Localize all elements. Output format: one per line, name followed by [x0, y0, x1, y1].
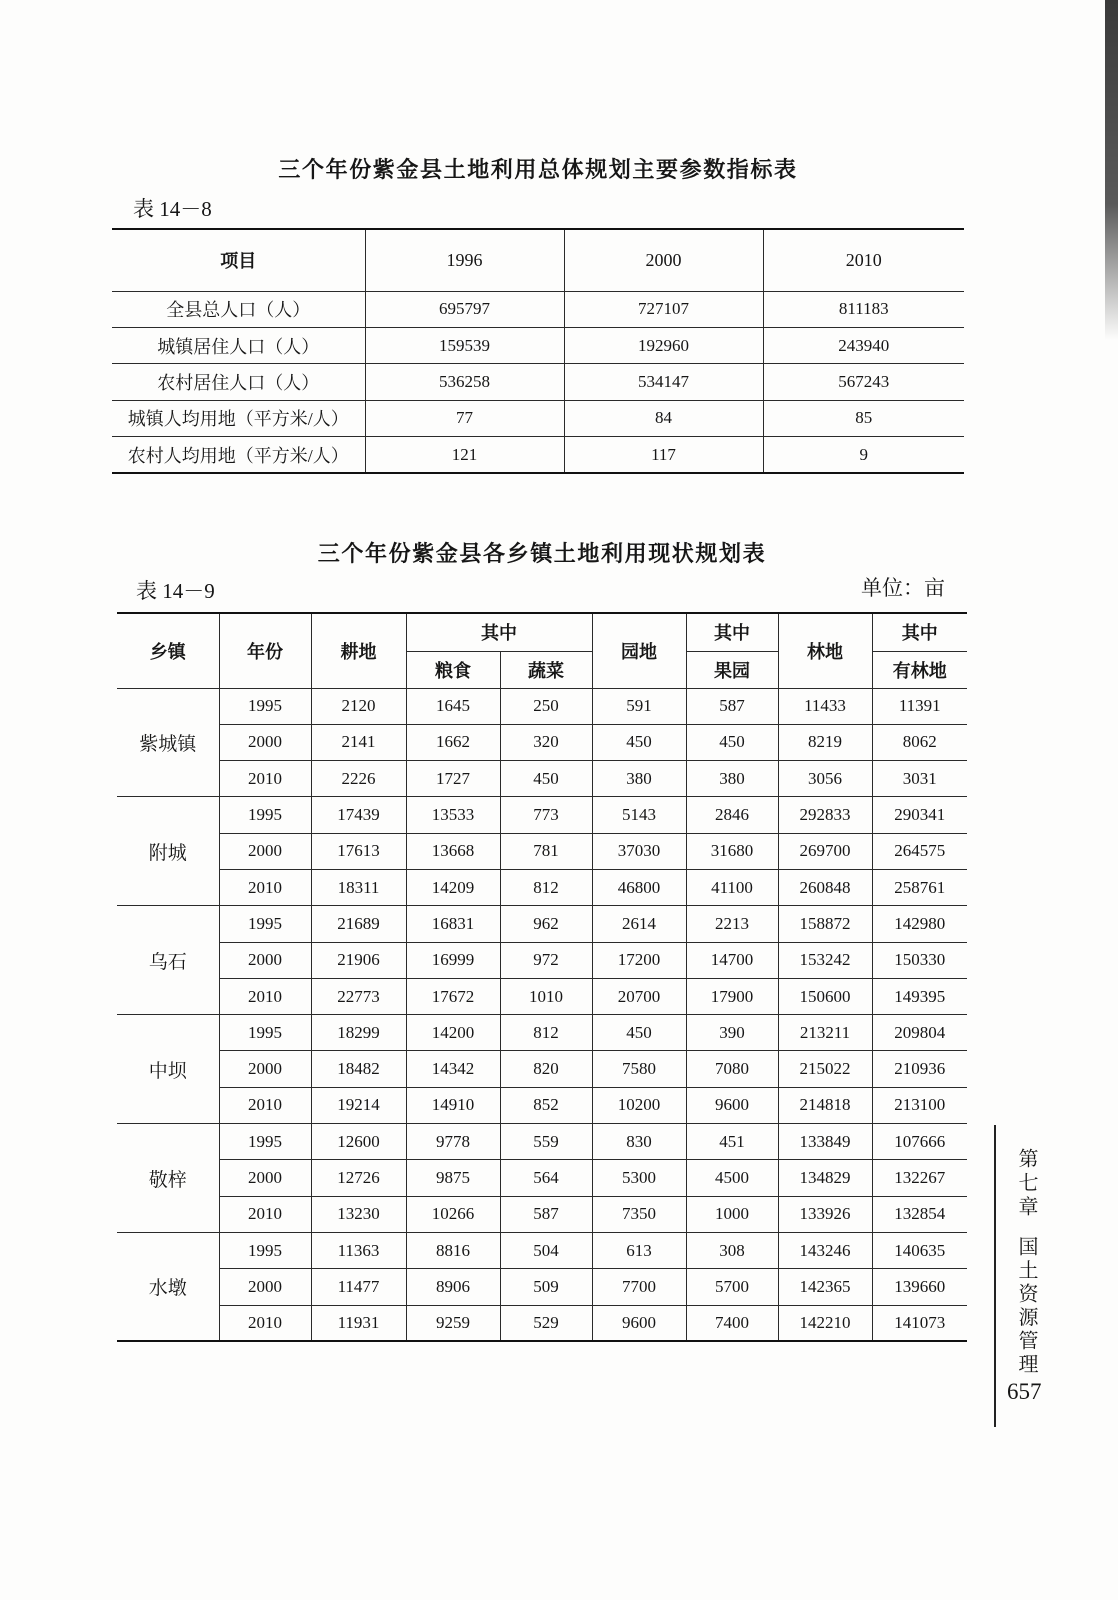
value-2010-cell: 811183	[763, 291, 964, 327]
orchard-cell: 4500	[686, 1160, 778, 1196]
grain-cell: 14200	[406, 1015, 500, 1051]
arable-land-cell: 2226	[311, 761, 406, 797]
garden-land-cell: 10200	[592, 1087, 686, 1123]
grain-cell: 17672	[406, 978, 500, 1014]
arable-land-cell: 11931	[311, 1305, 406, 1341]
grain-cell: 9778	[406, 1124, 500, 1160]
year-cell: 2010	[219, 869, 311, 905]
year-cell: 2000	[219, 1160, 311, 1196]
garden-land-cell: 5300	[592, 1160, 686, 1196]
arable-land-cell: 12600	[311, 1124, 406, 1160]
garden-land-cell: 46800	[592, 869, 686, 905]
garden-land-cell: 17200	[592, 942, 686, 978]
forest-land-cell: 215022	[778, 1051, 872, 1087]
vegetables-cell: 250	[500, 688, 592, 724]
garden-land-cell: 613	[592, 1232, 686, 1268]
year-cell: 2010	[219, 761, 311, 797]
unit-label: 单位：亩	[861, 576, 945, 600]
forest-land-cell: 158872	[778, 906, 872, 942]
header-of-which-forest: 其中	[872, 613, 967, 651]
year-cell: 1995	[219, 1124, 311, 1160]
forested-land-cell: 149395	[872, 978, 967, 1014]
orchard-cell: 450	[686, 724, 778, 760]
vegetables-cell: 509	[500, 1269, 592, 1305]
year-cell: 2010	[219, 1196, 311, 1232]
header-forested-land: 有林地	[872, 651, 967, 688]
table-14-9-title: 三个年份紫金县各乡镇土地利用现状规划表	[317, 542, 767, 567]
vegetables-cell: 1010	[500, 978, 592, 1014]
table-row	[117, 1124, 967, 1160]
table-row	[117, 1269, 967, 1305]
year-cell: 1995	[219, 797, 311, 833]
forested-land-cell: 11391	[872, 688, 967, 724]
arable-land-cell: 17439	[311, 797, 406, 833]
table-row	[112, 437, 964, 473]
table-row	[117, 1087, 967, 1123]
year-cell: 1995	[219, 906, 311, 942]
orchard-cell: 41100	[686, 869, 778, 905]
year-cell: 2000	[219, 1051, 311, 1087]
forest-land-cell: 269700	[778, 833, 872, 869]
header-arable-land: 耕地	[311, 613, 406, 688]
orchard-cell: 17900	[686, 978, 778, 1014]
garden-land-cell: 380	[592, 761, 686, 797]
orchard-cell: 9600	[686, 1087, 778, 1123]
township-cell: 水墩	[117, 1232, 219, 1341]
header-of-which-arable: 其中	[406, 613, 592, 651]
vegetables-cell: 812	[500, 869, 592, 905]
township-cell: 附城	[117, 797, 219, 906]
value-2010-cell: 9	[763, 437, 964, 473]
table-row	[117, 688, 967, 724]
grain-cell: 14342	[406, 1051, 500, 1087]
forested-land-cell: 141073	[872, 1305, 967, 1341]
garden-land-cell: 591	[592, 688, 686, 724]
arable-land-cell: 19214	[311, 1087, 406, 1123]
arable-land-cell: 22773	[311, 978, 406, 1014]
garden-land-cell: 450	[592, 1015, 686, 1051]
vegetables-cell: 781	[500, 833, 592, 869]
value-2010-cell: 243940	[763, 327, 964, 363]
item-cell: 城镇居住人口（人）	[112, 327, 365, 363]
table-14-8-title: 三个年份紫金县土地利用总体规划主要参数指标表	[278, 158, 798, 183]
orchard-cell: 2846	[686, 797, 778, 833]
arable-land-cell: 11477	[311, 1269, 406, 1305]
garden-land-cell: 7700	[592, 1269, 686, 1305]
table-row	[117, 1196, 967, 1232]
grain-cell: 14910	[406, 1087, 500, 1123]
table-row	[117, 1232, 967, 1268]
grain-cell: 1727	[406, 761, 500, 797]
value-2010-cell: 567243	[763, 364, 964, 400]
forested-land-cell: 142980	[872, 906, 967, 942]
forest-land-cell: 8219	[778, 724, 872, 760]
value-2000-cell: 192960	[564, 327, 763, 363]
table-row	[117, 1160, 967, 1196]
orchard-cell: 7080	[686, 1051, 778, 1087]
forest-land-cell: 214818	[778, 1087, 872, 1123]
header-garden-land: 园地	[592, 613, 686, 688]
table-row	[117, 1015, 967, 1051]
arable-land-cell: 2120	[311, 688, 406, 724]
year-cell: 1995	[219, 1232, 311, 1268]
table-14-8-label: 表 14－8	[133, 197, 212, 221]
item-cell: 城镇人均用地（平方米/人）	[112, 400, 365, 436]
value-2000-cell: 727107	[564, 291, 763, 327]
value-1996-cell: 121	[365, 437, 564, 473]
header-orchard: 果园	[686, 651, 778, 688]
table-row	[117, 833, 967, 869]
garden-land-cell: 830	[592, 1124, 686, 1160]
forested-land-cell: 290341	[872, 797, 967, 833]
orchard-cell: 5700	[686, 1269, 778, 1305]
year-cell: 2000	[219, 724, 311, 760]
orchard-cell: 380	[686, 761, 778, 797]
chapter-label: 第七章	[1015, 1148, 1037, 1220]
arable-land-cell: 11363	[311, 1232, 406, 1268]
forest-land-cell: 3056	[778, 761, 872, 797]
grain-cell: 13533	[406, 797, 500, 833]
forest-land-cell: 11433	[778, 688, 872, 724]
forest-land-cell: 213211	[778, 1015, 872, 1051]
township-cell: 紫城镇	[117, 688, 219, 797]
value-2000-cell: 84	[564, 400, 763, 436]
header-vegetables: 蔬菜	[500, 651, 592, 688]
arable-land-cell: 21906	[311, 942, 406, 978]
grain-cell: 16999	[406, 942, 500, 978]
vegetables-cell: 773	[500, 797, 592, 833]
orchard-cell: 31680	[686, 833, 778, 869]
forest-land-cell: 143246	[778, 1232, 872, 1268]
grain-cell: 13668	[406, 833, 500, 869]
orchard-cell: 7400	[686, 1305, 778, 1341]
forested-land-cell: 8062	[872, 724, 967, 760]
orchard-cell: 14700	[686, 942, 778, 978]
grain-cell: 10266	[406, 1196, 500, 1232]
orchard-cell: 2213	[686, 906, 778, 942]
year-cell: 1995	[219, 688, 311, 724]
table-row	[117, 942, 967, 978]
table-row	[117, 978, 967, 1014]
page-number: 657	[1007, 1379, 1042, 1404]
garden-land-cell: 7350	[592, 1196, 686, 1232]
header-grain: 粮食	[406, 651, 500, 688]
arable-land-cell: 21689	[311, 906, 406, 942]
header-year: 年份	[219, 613, 311, 688]
forest-land-cell: 134829	[778, 1160, 872, 1196]
table-row	[112, 400, 964, 436]
forest-land-cell: 133849	[778, 1124, 872, 1160]
vegetables-cell: 820	[500, 1051, 592, 1087]
orchard-cell: 1000	[686, 1196, 778, 1232]
township-cell: 中坝	[117, 1015, 219, 1124]
value-1996-cell: 77	[365, 400, 564, 436]
forested-land-cell: 209804	[872, 1015, 967, 1051]
orchard-cell: 390	[686, 1015, 778, 1051]
table-14-9-label: 表 14－9	[136, 579, 215, 603]
vegetables-cell: 587	[500, 1196, 592, 1232]
year-cell: 2000	[219, 942, 311, 978]
arable-land-cell: 17613	[311, 833, 406, 869]
header-forest-land: 林地	[778, 613, 872, 688]
year-cell: 1995	[219, 1015, 311, 1051]
forested-land-cell: 139660	[872, 1269, 967, 1305]
township-cell: 乌石	[117, 906, 219, 1015]
forested-land-cell: 264575	[872, 833, 967, 869]
forest-land-cell: 292833	[778, 797, 872, 833]
garden-land-cell: 450	[592, 724, 686, 760]
value-2010-cell: 85	[763, 400, 964, 436]
vegetables-cell: 320	[500, 724, 592, 760]
section-label: 国土资源管理	[1015, 1236, 1037, 1377]
grain-cell: 9259	[406, 1305, 500, 1341]
arable-land-cell: 18482	[311, 1051, 406, 1087]
forested-land-cell: 132854	[872, 1196, 967, 1232]
forest-land-cell: 133926	[778, 1196, 872, 1232]
vegetables-cell: 450	[500, 761, 592, 797]
year-cell: 2010	[219, 1305, 311, 1341]
table-body	[112, 291, 964, 473]
grain-cell: 1662	[406, 724, 500, 760]
year-cell: 2000	[219, 1269, 311, 1305]
table-row	[112, 327, 964, 363]
arable-land-cell: 2141	[311, 724, 406, 760]
garden-land-cell: 37030	[592, 833, 686, 869]
scan-edge-shadow	[1105, 0, 1118, 340]
header-year-1996: 1996	[365, 229, 564, 291]
forested-land-cell: 213100	[872, 1087, 967, 1123]
value-2000-cell: 117	[564, 437, 763, 473]
forested-land-cell: 132267	[872, 1160, 967, 1196]
table-row	[117, 761, 967, 797]
vegetables-cell: 812	[500, 1015, 592, 1051]
item-cell: 农村居住人口（人）	[112, 364, 365, 400]
arable-land-cell: 18299	[311, 1015, 406, 1051]
forested-land-cell: 150330	[872, 942, 967, 978]
parameter-indicator-table	[112, 228, 964, 474]
year-cell: 2000	[219, 833, 311, 869]
forest-land-cell: 142365	[778, 1269, 872, 1305]
arable-land-cell: 13230	[311, 1196, 406, 1232]
forested-land-cell: 258761	[872, 869, 967, 905]
forest-land-cell: 142210	[778, 1305, 872, 1341]
forested-land-cell: 210936	[872, 1051, 967, 1087]
garden-land-cell: 7580	[592, 1051, 686, 1087]
grain-cell: 1645	[406, 688, 500, 724]
table-row	[117, 797, 967, 833]
garden-land-cell: 20700	[592, 978, 686, 1014]
township-cell: 敬梓	[117, 1124, 219, 1233]
forested-land-cell: 140635	[872, 1232, 967, 1268]
grain-cell: 16831	[406, 906, 500, 942]
item-cell: 农村人均用地（平方米/人）	[112, 437, 365, 473]
table-row	[117, 869, 967, 905]
forested-land-cell: 107666	[872, 1124, 967, 1160]
table-row	[117, 906, 967, 942]
vegetables-cell: 529	[500, 1305, 592, 1341]
orchard-cell: 451	[686, 1124, 778, 1160]
vegetables-cell: 972	[500, 942, 592, 978]
table-row	[117, 724, 967, 760]
header-of-which-garden: 其中	[686, 613, 778, 651]
vegetables-cell: 559	[500, 1124, 592, 1160]
vegetables-cell: 852	[500, 1087, 592, 1123]
township-land-use-table	[117, 612, 967, 1342]
header-township: 乡镇	[117, 613, 219, 688]
table-row	[112, 291, 964, 327]
vegetables-cell: 962	[500, 906, 592, 942]
garden-land-cell: 5143	[592, 797, 686, 833]
header-item: 项目	[112, 229, 365, 291]
forest-land-cell: 153242	[778, 942, 872, 978]
grain-cell: 9875	[406, 1160, 500, 1196]
sidebar-rule	[994, 1125, 996, 1427]
year-cell: 2010	[219, 978, 311, 1014]
arable-land-cell: 18311	[311, 869, 406, 905]
grain-cell: 8816	[406, 1232, 500, 1268]
orchard-cell: 587	[686, 688, 778, 724]
value-1996-cell: 695797	[365, 291, 564, 327]
garden-land-cell: 2614	[592, 906, 686, 942]
table-header-row	[117, 613, 967, 651]
forest-land-cell: 150600	[778, 978, 872, 1014]
table-header-row	[112, 229, 964, 291]
forest-land-cell: 260848	[778, 869, 872, 905]
value-2000-cell: 534147	[564, 364, 763, 400]
item-cell: 全县总人口（人）	[112, 291, 365, 327]
value-1996-cell: 159539	[365, 327, 564, 363]
grain-cell: 8906	[406, 1269, 500, 1305]
orchard-cell: 308	[686, 1232, 778, 1268]
forested-land-cell: 3031	[872, 761, 967, 797]
table-body	[117, 688, 967, 1341]
arable-land-cell: 12726	[311, 1160, 406, 1196]
vegetables-cell: 564	[500, 1160, 592, 1196]
table-row	[117, 1051, 967, 1087]
table-row	[112, 364, 964, 400]
year-cell: 2010	[219, 1087, 311, 1123]
vegetables-cell: 504	[500, 1232, 592, 1268]
header-year-2000: 2000	[564, 229, 763, 291]
grain-cell: 14209	[406, 869, 500, 905]
table-row	[117, 1305, 967, 1341]
value-1996-cell: 536258	[365, 364, 564, 400]
header-year-2010: 2010	[763, 229, 964, 291]
garden-land-cell: 9600	[592, 1305, 686, 1341]
